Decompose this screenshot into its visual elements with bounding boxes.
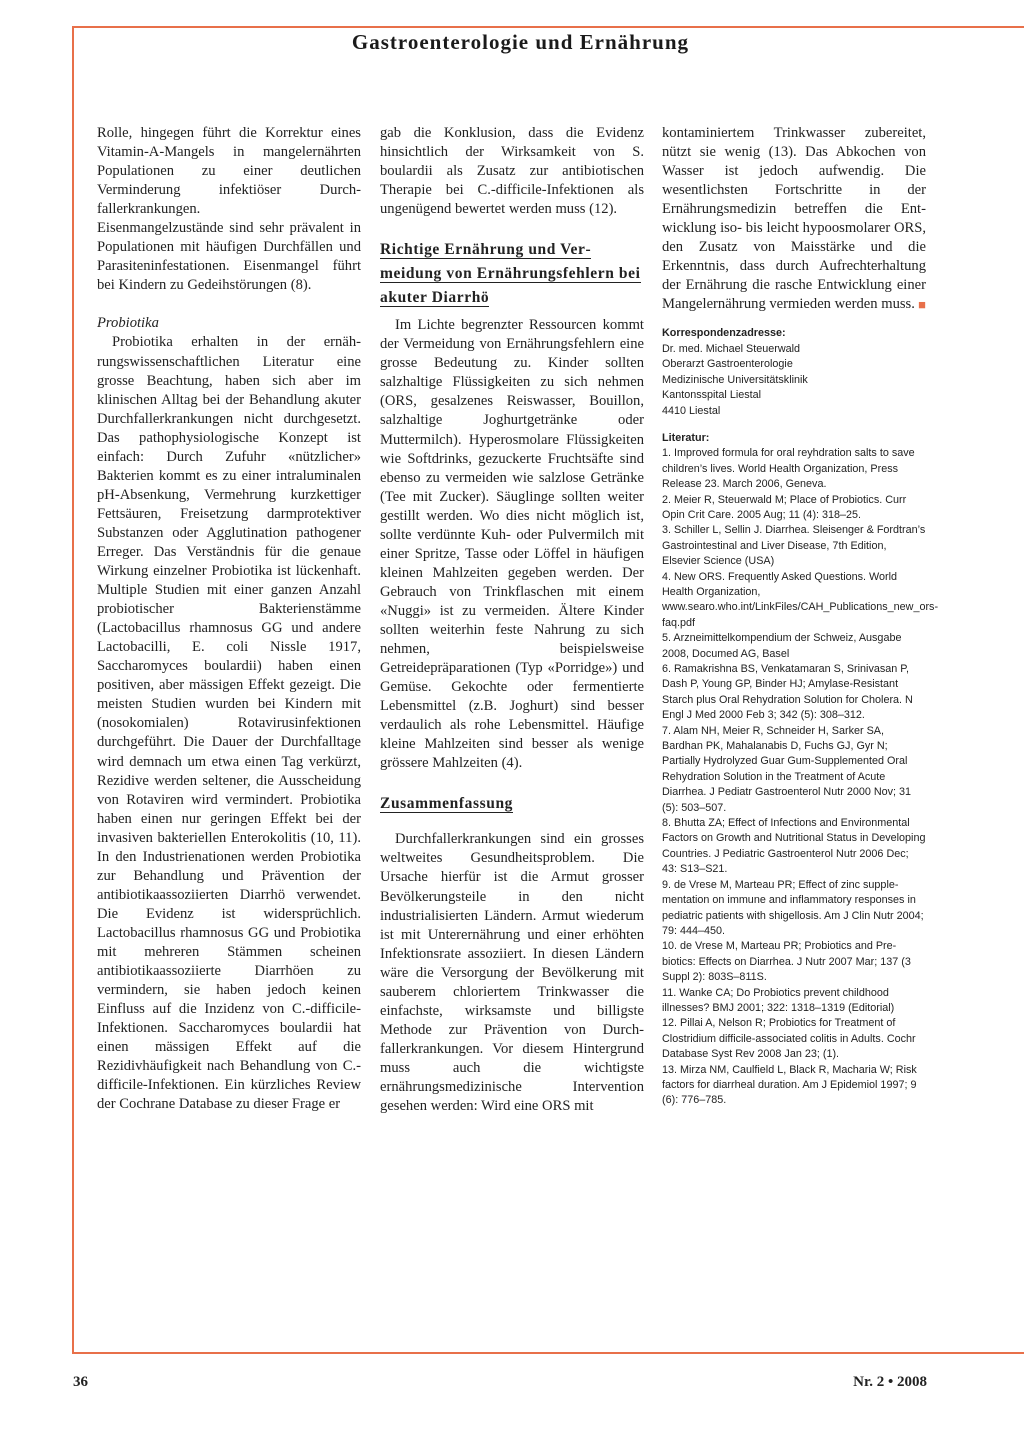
reference-item: 7. Alam NH, Meier R, Schneider H, Sarker SA, Bardhan PK, Mahalanabis D, Fuchs GJ, Gyr N; Partially Hydrolyzed Guar Gum-Supplemented Oral Rehydration Solution in the Treatment of Acute Diarrhea. J Pediatr Gastroenterol Nutr 2000 Nov; 31 (5): 503–507. — [662, 724, 912, 814]
address-line: Kantonsspital Liestal — [662, 389, 762, 402]
page-number: 36 — [73, 1374, 88, 1390]
paragraph: Im Lichte begrenzter Ressourcen kommt der Vermeidung von Ernährungsfehlern eine grosse Bedeutung zu. Kinder sollten salzhaltige Flüssigkeiten zu sich nehmen (ORS, gesalzenes Reiswasser, Bouillon, salzhaltige Joghurtgetränke oder Muttermilch). Hyperosmolare Flüssigkeiten wie Softdrinks, gezuckerte Fruchtsäfte sind ebenso zu vermeiden wie salzlose Getränke (Tee mit Zucker). Säuglinge sollten weiter gestillt werden. Wo dies nicht möglich ist, sollte verdünnte Kuh- oder Pulvermilch mit einer Spritze, Tasse oder Löffel in häufigen kleinen Mahlzeiten gegeben werden. Der Gebrauch von Trinkflaschen mit einem «Nuggi» ist zu vermeiden. Ältere Kinder sollten weiterhin feste Nahrung zu sich nehmen, beispielsweise Getreidepräparationen (Typ «Porridge») und Gemüse. Gekochte oder fermentierte Lebensmittel (z.B. Joghurt) sind besser verdaulich als rohe Lebensmittel. Häufige kleine Mahlzeiten sind besser als wenige grössere Mahlzeiten (4). — [380, 317, 644, 772]
paragraph: Durchfallerkrankungen sind ein grosses weltweites Gesundheitsproblem. Die Ursache hierfür ist die Armut grosser Bevölkerungsteile in den nicht industrialisierten Ländern. Armut wiederum ist mit Unterernährung und einer erhöhten Infektionsrate assoziiert. In diesen Ländern wäre die Versorgung der Bevölkerung mit sauberem chloriertem Trinkwasser die einfachste, wirksamste und billigste Methode zur Prävention von Durchfallerkrankungen. Vor diesem Hintergrund muss auch die wichtigste ernährungsmedizinische Intervention gesehen werden: Wird eine ORS mit — [380, 831, 644, 1115]
heading-zusammenfassung — [380, 792, 644, 816]
reference-item: 12. Pillai A, Nelson R; Probiotics for Treatment of Clostridium difficile-associated colitis in Adults. Cochr Database Syst Rev 2008 Jan 23; (1). — [662, 1017, 916, 1061]
reference-item: 13. Mirza NM, Caulfield L, Black R, Macharia W; Risk factors for diarrheal duration. Am J Epidemiol 1997; 9 (6): 776–785. — [662, 1063, 917, 1107]
reference-list — [662, 431, 939, 1109]
address-line: Medizinische Universitätsklinik — [662, 373, 808, 386]
heading-text: Zusammenfassung — [380, 795, 514, 813]
address-line: 4410 Liestal — [662, 404, 721, 417]
reference-item: 6. Ramakrishna BS, Venkatamaran S, Srinivasan P, Dash P, Young GP, Binder HJ; Amylase-Resistant Starch plus Oral Rehydration Solution for Cholera. N Engl J Med 2000 Feb 3; 342 (5): 308–312. — [662, 663, 913, 722]
section-title: Gastroenterologie und Ernährung — [351, 30, 689, 54]
reference-item: 9. de Vrese M, Marteau PR; Effect of zinc supplementation on immune and inflammatory responses in pediatric patients with shigellosis. Am J Clin Nutr 2004; 79: 444–450. — [662, 878, 924, 937]
paragraph: Eisenmangelzustände sind sehr prävalent in Populationen mit häufigen Durchfällen und Parasiteninfestationen. Eisenmangel führt bei Kindern zu Gedeihstörungen (8). — [97, 220, 361, 294]
paragraph — [662, 124, 926, 314]
reference-item: 10. de Vrese M, Marteau PR; Probiotics and Prebiotics: Effects on Diarrhea. J Nutr 2007 Mar; 137 (3 Suppl 2): 803S–811S. — [662, 940, 911, 984]
address-line: Oberarzt Gastroenterologie — [662, 358, 793, 371]
column-2 — [380, 124, 644, 1116]
paragraph-text: kontaminiertem Trinkwasser zubereitet, nützt sie wenig (13). Das Abkochen von Wasser ist jedoch aufwendig. Die wesentlichsten Fortschritte in der Ernährungsmedizin betreffen die Entwicklung iso- bis leicht hypoosmolarer ORS, den Zusatz von Maisstärke und die Erkenntnis, dass durch Aufrechterhaltung der Ernährung die rasche Entwicklung einer Mangelernährung vermieden werden muss. — [662, 125, 926, 313]
reference-item: 5. Arzneimittelkompendium der Schweiz, Ausgabe 2008, Documed AG, Basel — [662, 632, 902, 660]
paragraph: Rolle, hingegen führt die Korrektur eines Vitamin-A-Mangels in mangelernährten Populationen zu einer deutlichen Verminderung infektiöser Durchfallerkrankungen. — [97, 125, 361, 218]
reference-item: 3. Schiller L, Sellin J. Diarrhea. Sleisenger & Fordtran’s Gastrointestinal and Liver Disease, 7th Edition, Elsevier Science (USA) — [662, 524, 926, 568]
reference-item: 4. New ORS. Frequently Asked Questions. World Health Organization, www.searo.who.int/LinkFiles/CAH_Publications_new_ors-faq.pdf — [662, 570, 939, 629]
subheading-probiotika: Probiotika — [97, 315, 159, 332]
issue-label: Nr. 2 • 2008 — [853, 1374, 927, 1390]
end-mark: ■ — [918, 297, 926, 313]
reference-item: 2. Meier R, Steuerwald M; Place of Probiotics. Curr Opin Crit Care. 2005 Aug; 11 (4): 318–25. — [662, 493, 907, 521]
address-line: Dr. med. Michael Steuerwald — [662, 342, 801, 355]
correspondence-address — [662, 326, 926, 418]
paragraph: gab die Konklusion, dass die Evidenz hinsichtlich der Wirksamkeit von S. boulardii als Zusatz zur antibiotischen Therapie bei C.-difficile-Infektionen als ungenügend bewertet werden muss (12). — [380, 125, 644, 218]
literature-label: Literatur: — [662, 431, 710, 444]
reference-item: 8. Bhutta ZA; Effect of Infections and Environmental Factors on Growth and Nutritional Status in Developing Countries. J Pediatric Gastroenterol Nutr 2006 Dec; 43: S13–S21. — [662, 817, 926, 876]
paragraph: Probiotika erhalten in der ernährungswissenschaftlichen Literatur eine grosse Beachtung, haben sich aber im klinischen Alltag bei der Behandlung akuter Durchfallerkrankungen nicht durchgesetzt. Das pathophysiologische Konzept ist einfach: Durch Zufuhr «nützlicher» Bakterien kommt es zu einer intraluminalen pH-Absenkung, Vermehrung kurzkettiger Fettsäuren, Freisetzung darmprotektiver Substanzen oder Agglutination pathogener Erreger. Das Verständnis für die genaue Wirkung einzelner Probiotika ist lückenhaft. Multiple Studien mit einer ganzen Anzahl probiotischer Bakterienstämme (Lactobacillus rhamnosus GG und andere Lactobacilli, E. coli Nissle 1917, Saccharomyces boulardii) haben einen positiven, aber mässigen Effekt gezeigt. Die meisten Studien wurden bei Kindern mit (nosokomialen) Rotavirusinfektionen durchgeführt. Die Dauer der Durchfalltage wird demnach um etwa einen Tag verkürzt, Rezidive werden seltener, die Ausscheidung von Rotaviren wird vermindert. Probiotika haben einen nur geringen Effekt bei der invasiven bakteriellen Enterokolitis (10, 11). In den Industrienationen werden Probiotika zur Behandlung und Prävention der antibiotikaassoziierten Diarrhö verwendet. Die Evidenz ist widersprüchlich. Lactobacillus rhamnosus GG und Probiotika mit mehreren Stämmen scheinen antibiotikaassoziierte Diarrhöen zu vermindern, sie haben jedoch keinen Einfluss auf die Inzidenz von C.-difficile-Infektionen. Saccharomyces boulardii hat einen mässigen Effekt auf die Rezidivhäufigkeit nach Behandlung von C.-difficile-Infektionen. Ein kürzliches Review der Cochrane Database zu dieser Frage er — [97, 334, 361, 1113]
heading-ernaehrung — [380, 238, 644, 310]
column-3 — [662, 124, 939, 1109]
heading-text: Richtige Ernährung und Vermeidung von Ernährungsfehlern bei akuter Diarrhö — [380, 241, 641, 307]
address-label: Korrespondenzadresse: — [662, 327, 786, 340]
column-1 — [97, 124, 361, 1114]
reference-item: 1. Improved formula for oral reyhdration salts to save children’s lives. World Health Organization, Press Release 23. March 2006, Geneva. — [662, 447, 915, 491]
reference-item: 11. Wanke CA; Do Probiotics prevent childhood illnesses? BMJ 2001; 322: 1318–1319 (Editorial) — [662, 986, 895, 1014]
